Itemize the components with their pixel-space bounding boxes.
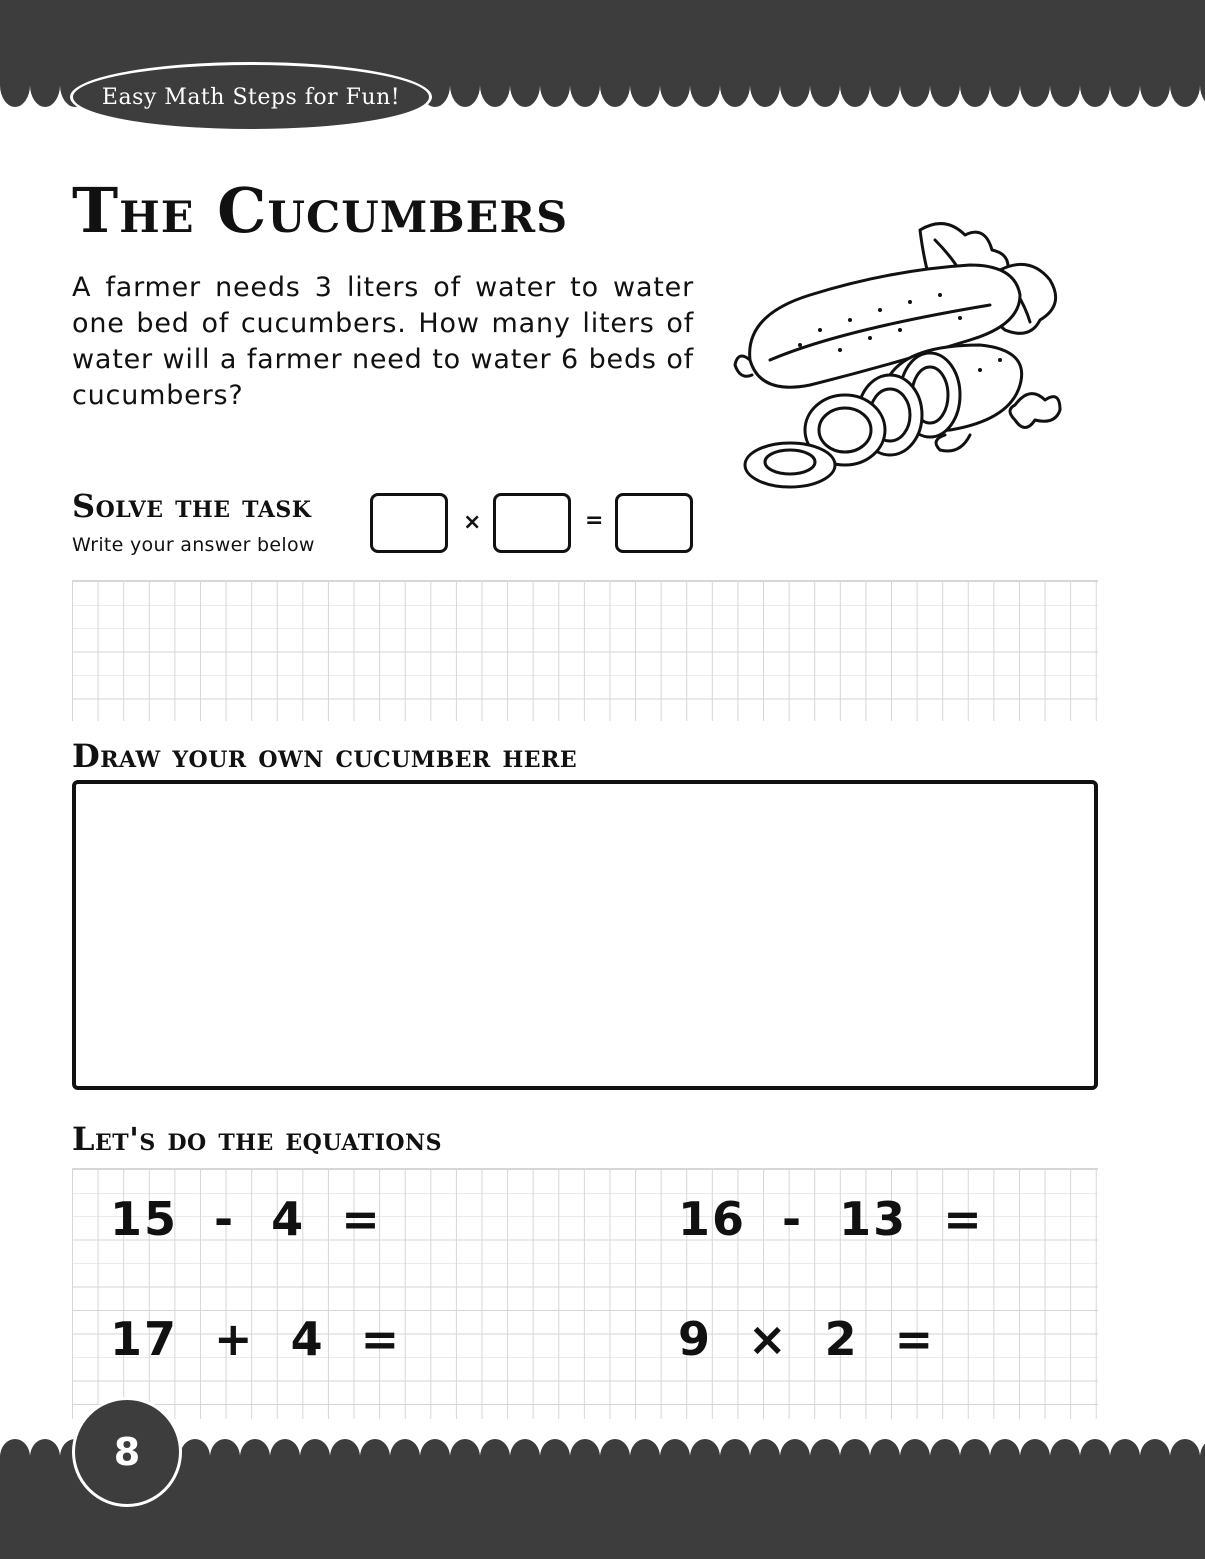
footer-scallop: [1170, 1439, 1200, 1475]
page-number: 8: [113, 1430, 141, 1474]
footer-scallop: [330, 1439, 360, 1475]
footer-scallop: [300, 1439, 330, 1475]
footer-scallop: [240, 1439, 270, 1475]
draw-heading: Draw your own cucumber here: [72, 737, 578, 775]
footer-scallop: [870, 1439, 900, 1475]
footer-scallop: [630, 1439, 660, 1475]
equation-3: 17 + 4 =: [110, 1312, 402, 1366]
header-scallop: [1080, 63, 1110, 107]
footer-scallop: [780, 1439, 810, 1475]
solve-heading: Solve the task: [72, 487, 312, 525]
footer-scallop: [600, 1439, 630, 1475]
footer-scallop: [390, 1439, 420, 1475]
header-scallop: [540, 63, 570, 107]
footer-scallop: [930, 1439, 960, 1475]
footer-scallop: [1020, 1439, 1050, 1475]
footer-scallop: [510, 1439, 540, 1475]
equals-operator: =: [585, 508, 604, 533]
footer-scallop: [270, 1439, 300, 1475]
header-scallop: [960, 63, 990, 107]
header-scallop: [870, 63, 900, 107]
header-scallop: [570, 63, 600, 107]
footer-scallop: [570, 1439, 600, 1475]
footer-scallop: [30, 1439, 60, 1475]
header-scallop: [990, 63, 1020, 107]
header-scallop: [900, 63, 930, 107]
header-scallop: [1110, 63, 1140, 107]
header-scallop: [1170, 63, 1200, 107]
footer-scallop: [1140, 1439, 1170, 1475]
equations-heading: Let's do the equations: [72, 1120, 443, 1158]
footer-scallop: [750, 1439, 780, 1475]
footer-scallop: [180, 1439, 210, 1475]
problem-text: A farmer needs 3 liters of water to water one bed of cucumbers. How many liters of water will a farmer need to water 6 beds of cucumbers?: [72, 272, 694, 411]
equation-1: 15 - 4 =: [110, 1192, 382, 1246]
equation-4: 9 × 2 =: [678, 1312, 936, 1366]
footer-scallop: [540, 1439, 570, 1475]
footer-scallop: [450, 1439, 480, 1475]
series-title-badge: [70, 62, 432, 132]
drawing-area[interactable]: [72, 780, 1098, 1090]
header-scallop: [1050, 63, 1080, 107]
header-scallop: [510, 63, 540, 107]
header-scallop: [660, 63, 690, 107]
header-scallop: [810, 63, 840, 107]
header-scallop: [0, 63, 30, 107]
footer-scallop: [420, 1439, 450, 1475]
header-scallop: [1140, 63, 1170, 107]
header-scallop: [930, 63, 960, 107]
header-scallop: [30, 63, 60, 107]
footer-scallop: [720, 1439, 750, 1475]
footer-scallop: [480, 1439, 510, 1475]
answer-grid[interactable]: [72, 580, 1098, 721]
footer-scallop: [660, 1439, 690, 1475]
times-operator: ×: [463, 510, 482, 535]
header-scallop: [630, 63, 660, 107]
factor-box-2[interactable]: [493, 493, 571, 553]
equation-2: 16 - 13 =: [678, 1192, 984, 1246]
header-scallop: [690, 63, 720, 107]
header-scallop: [720, 63, 750, 107]
footer-scallop: [210, 1439, 240, 1475]
header-scallop: [780, 63, 810, 107]
header-scallop: [600, 63, 630, 107]
footer-scallop: [1050, 1439, 1080, 1475]
footer-scallop: [840, 1439, 870, 1475]
page-title: The Cucumbers: [72, 174, 569, 247]
footer-scallop: [690, 1439, 720, 1475]
header-scallop: [480, 63, 510, 107]
factor-box-1[interactable]: [370, 493, 448, 553]
header-scallop: [840, 63, 870, 107]
header-scallop: [750, 63, 780, 107]
footer-scallop: [900, 1439, 930, 1475]
page-number-badge: [72, 1397, 182, 1507]
footer-scallop: [960, 1439, 990, 1475]
footer-scallop: [1080, 1439, 1110, 1475]
series-title: Easy Math Steps for Fun!: [101, 84, 401, 110]
footer-scallop: [0, 1439, 30, 1475]
product-box[interactable]: [615, 493, 693, 553]
header-scallop: [450, 63, 480, 107]
footer-scallop: [990, 1439, 1020, 1475]
cucumber-illustration: [730, 210, 1070, 500]
footer-scallop: [360, 1439, 390, 1475]
footer-scallop: [810, 1439, 840, 1475]
footer-scallop: [1110, 1439, 1140, 1475]
solve-subheading: Write your answer below: [72, 534, 315, 556]
header-scallop: [1020, 63, 1050, 107]
